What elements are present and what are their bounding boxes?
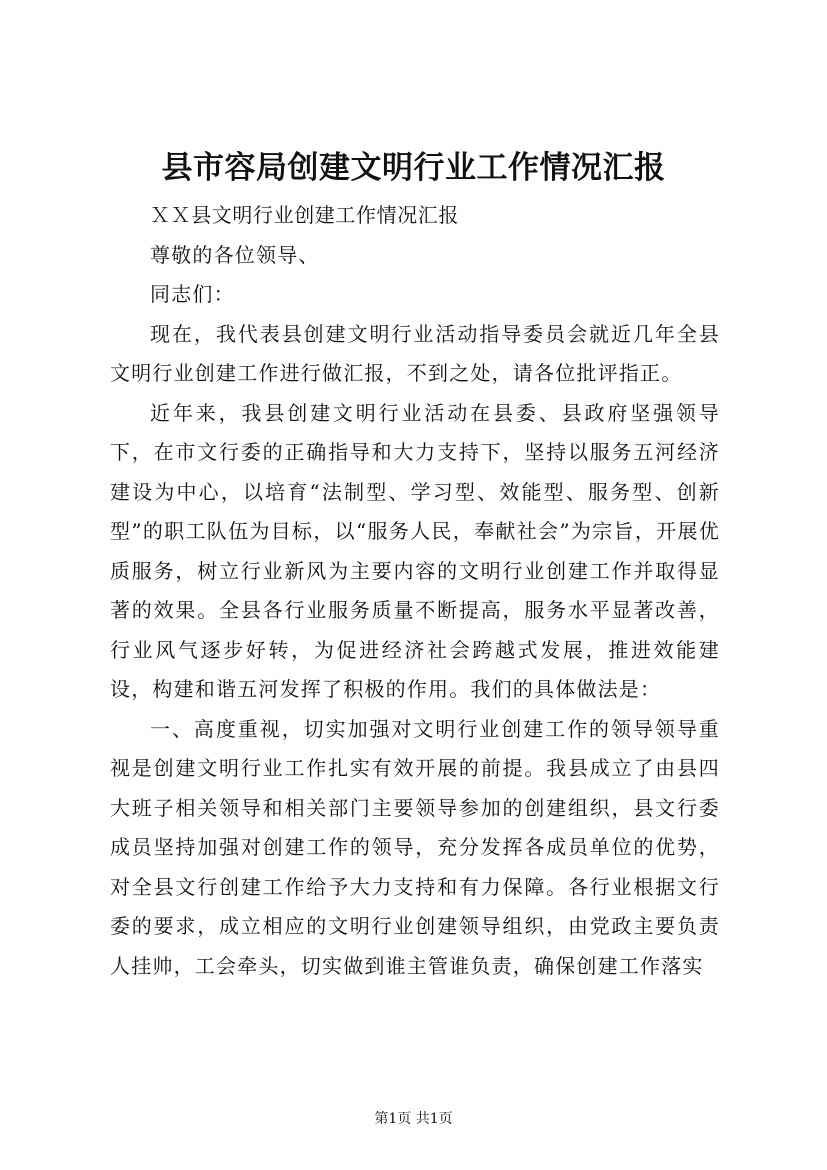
- body-paragraph: 一、高度重视，切实加强对文明行业创建工作的领导领导重视是创建文明行业工作扎实有效开展的前提。我县成立了由县四大班子相关领导和相关部门主要领导参加的创建组织，县文行委成员坚持加强对创建工作的领导，充分发挥各成员单位的优势，对全县文行创建工作给予大力支持和有力保障。各行业根据文行委的要求，成立相应的文明行业创建领导组织，由党政主要负责人挂帅，工会牵头，切实做到谁主管谁负责，确保创建工作落实: [110, 716, 720, 978]
- page-footer: 第1页 共1页: [374, 1111, 453, 1127]
- document-title: 县市容局创建文明行业工作情况汇报: [161, 150, 666, 186]
- body-paragraph: 现在，我代表县创建文明行业活动指导委员会就近几年全县文明行业创建工作进行做汇报，不到之处，请各位批评指正。: [110, 321, 720, 385]
- salutation-paragraph: 同志们：: [150, 282, 235, 306]
- body-paragraph: 近年来，我县创建文明行业活动在县委、县政府坚强领导下，在市文行委的正确指导和大力支持下，坚持以服务五河经济建设为中心，以培育“法制型、学习型、效能型、服务型、创新型”的职工队伍为目标，以“服务人民，奉献社会”为宗旨，开展优质服务，树立行业新风为主要内容的文明行业创建工作并取得显著的效果。全县各行业服务质量不断提高，服务水平显著改善，行业风气逐步好转，为促进经济社会跨越式发展，推进效能建设，构建和谐五河发挥了积极的作用。我们的具体做法是：: [110, 400, 720, 701]
- subtitle-paragraph: ＸＸ县文明行业创建工作情况汇报: [150, 203, 459, 227]
- salutation-paragraph: 尊敬的各位领导、: [150, 242, 320, 267]
- document-body: [110, 196, 720, 986]
